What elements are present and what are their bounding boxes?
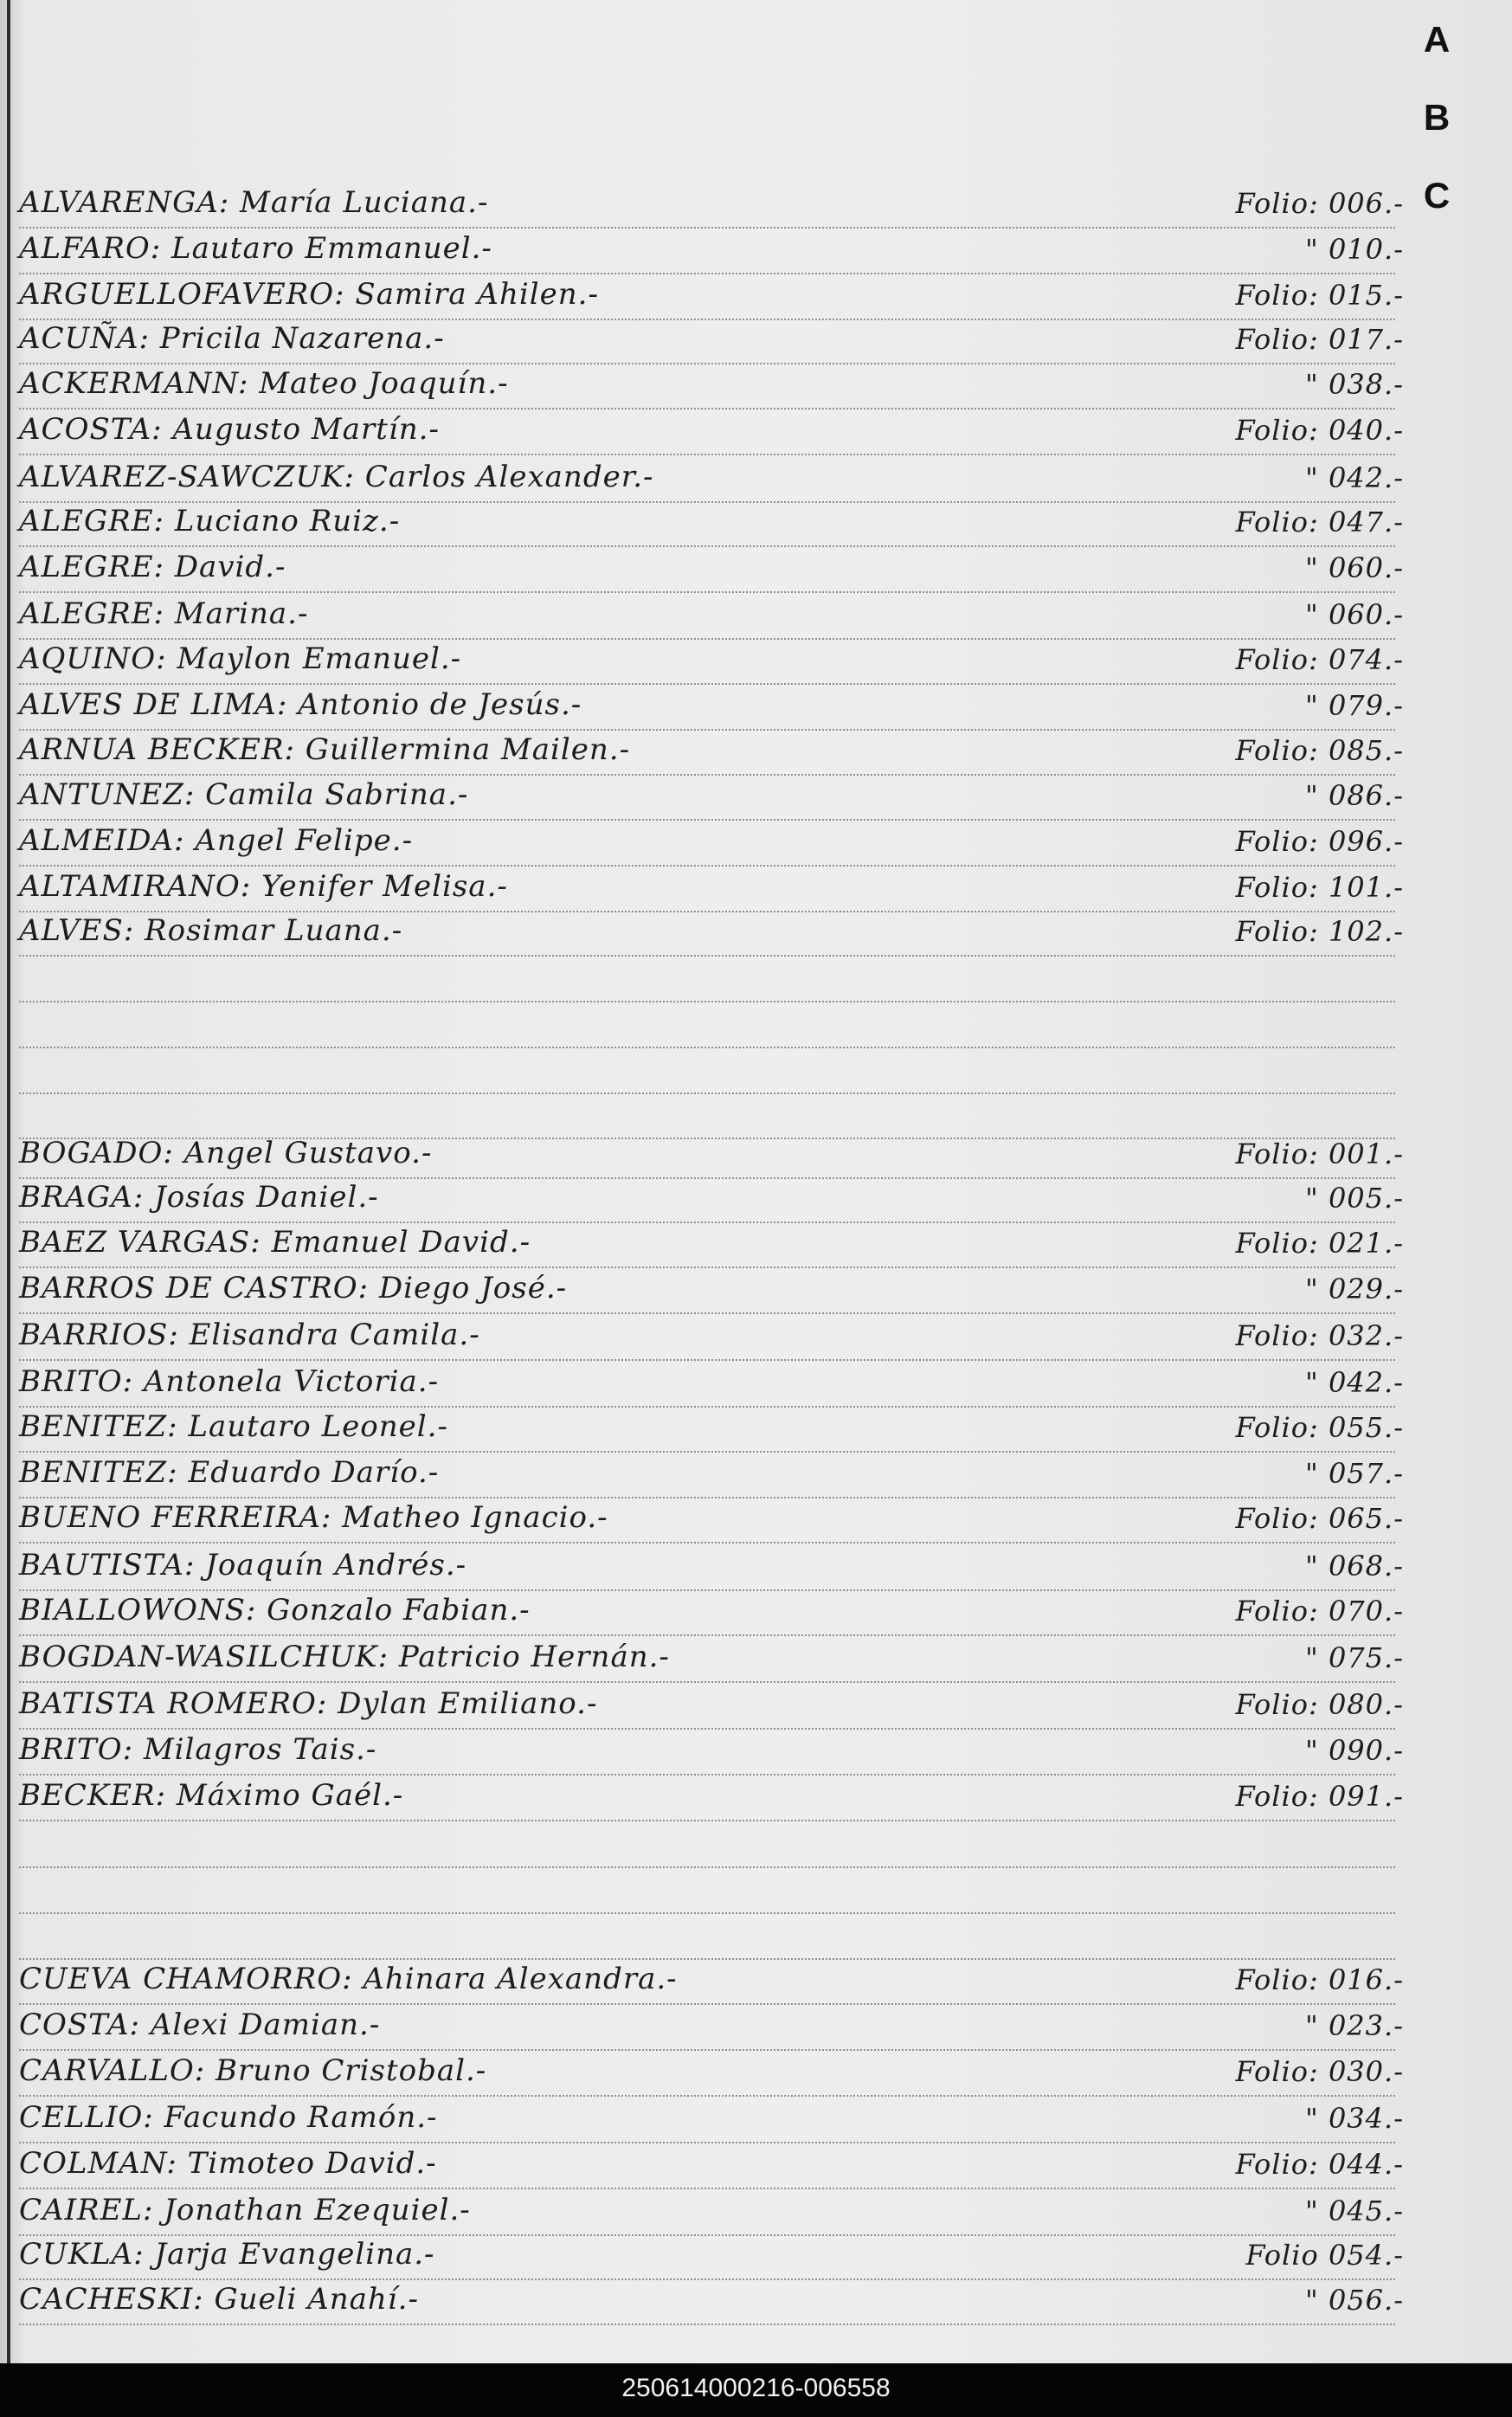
entry-folio: Folio: 032.-: [1235, 1319, 1404, 1352]
entry-name: BOGDAN-WASILCHUK: Patricio Hernán.-: [19, 1640, 670, 1674]
entry-folio: Folio: 006.-: [1235, 187, 1404, 220]
entry-folio: " 042.-: [1305, 1366, 1404, 1399]
entry-folio: Folio: 055.-: [1235, 1411, 1404, 1444]
list-item: [19, 1955, 1404, 2000]
list-item: [19, 1541, 1404, 1586]
entry-name: ARNUA BECKER: Guillermina Mailen.-: [19, 732, 631, 767]
entry-folio: Folio 054.-: [1245, 2239, 1404, 2272]
list-item: [19, 359, 1404, 404]
entry-folio: " 068.-: [1305, 1550, 1404, 1582]
ruled-line: [19, 1820, 1395, 1821]
entry-name: BAEZ VARGAS: Emanuel David.-: [19, 1225, 531, 1260]
entry-name: ALEGRE: Marina.-: [19, 596, 309, 631]
entry-folio: " 010.-: [1305, 233, 1404, 266]
entry-name: BIALLOWONS: Gonzalo Fabian.-: [19, 1593, 531, 1627]
entry-name: ACKERMANN: Mateo Joaquín.-: [19, 366, 509, 401]
entry-name: CUKLA: Jarja Evangelina.-: [19, 2237, 435, 2272]
entry-name: ALVARENGA: María Luciana.-: [19, 185, 489, 220]
list-item: [19, 1633, 1404, 1678]
entry-folio: " 045.-: [1305, 2195, 1404, 2227]
entry-name: CAIREL: Jonathan Ezequiel.-: [19, 2193, 471, 2227]
list-item: [19, 2186, 1404, 2231]
entry-name: ACOSTA: Augusto Martín.-: [19, 412, 440, 447]
letter-a: A: [1423, 19, 1451, 60]
entry-name: BOGADO: Angel Gustavo.-: [19, 1136, 433, 1170]
list-item: [19, 1586, 1404, 1631]
list-item: [19, 1173, 1404, 1218]
letter-c: C: [1423, 175, 1451, 216]
entry-name: CUEVA CHAMORRO: Ahinara Alexandra.-: [19, 1962, 678, 1996]
list-item: [19, 2230, 1404, 2275]
entry-folio: Folio: 001.-: [1235, 1138, 1404, 1170]
list-item: [19, 725, 1404, 770]
entry-name: BRITO: Antonela Victoria.-: [19, 1364, 440, 1399]
entry-folio: Folio: 040.-: [1235, 414, 1404, 447]
entry-folio: Folio: 016.-: [1235, 1963, 1404, 1996]
list-item: [19, 1218, 1404, 1263]
list-item: [19, 2139, 1404, 2184]
entry-folio: " 034.-: [1305, 2102, 1404, 2135]
entry-name: BARROS DE CASTRO: Diego José.-: [19, 1271, 568, 1305]
entry-name: BRAGA: Josías Daniel.-: [19, 1180, 379, 1215]
ruled-line: [19, 1912, 1395, 1914]
entry-folio: " 038.-: [1305, 368, 1404, 401]
list-item: [19, 635, 1404, 680]
entry-folio: Folio: 101.-: [1235, 871, 1404, 904]
entry-name: COLMAN: Timoteo David.-: [19, 2146, 437, 2181]
entry-folio: " 023.-: [1305, 2009, 1404, 2042]
list-item: [19, 314, 1404, 359]
entry-name: AQUINO: Maylon Emanuel.-: [19, 641, 462, 676]
entry-folio: Folio: 102.-: [1235, 915, 1404, 948]
entry-name: ALVES: Rosimar Luana.-: [19, 913, 403, 948]
ruled-line: [19, 1092, 1395, 1094]
entry-name: BECKER: Máximo Gaél.-: [19, 1778, 404, 1813]
list-item: [19, 178, 1404, 223]
entry-name: ALEGRE: David.-: [19, 550, 286, 584]
entry-folio: Folio: 065.-: [1235, 1502, 1404, 1535]
entry-name: ANTUNEZ: Camila Sabrina.-: [19, 777, 469, 812]
entry-folio: " 086.-: [1305, 779, 1404, 812]
list-item: [19, 453, 1404, 498]
entry-folio: Folio: 096.-: [1235, 825, 1404, 858]
entry-folio: " 079.-: [1305, 689, 1404, 722]
entry-name: BENITEZ: Eduardo Darío.-: [19, 1455, 440, 1490]
entry-folio: Folio: 074.-: [1235, 643, 1404, 676]
list-item: [19, 2093, 1404, 2138]
entry-folio: " 090.-: [1305, 1734, 1404, 1767]
entry-name: CARVALLO: Bruno Cristobal.-: [19, 2053, 487, 2088]
entry-name: BUENO FERREIRA: Matheo Ignacio.-: [19, 1500, 608, 1535]
entry-folio: Folio: 015.-: [1235, 279, 1404, 312]
list-item: [19, 1493, 1404, 1538]
entry-folio: " 042.-: [1305, 461, 1404, 494]
entry-name: CELLIO: Facundo Ramón.-: [19, 2100, 438, 2135]
list-item: [19, 497, 1404, 542]
entry-folio: Folio: 030.-: [1235, 2055, 1404, 2088]
entry-folio: Folio: 085.-: [1235, 734, 1404, 767]
list-item: [19, 1129, 1404, 1174]
list-item: [19, 1448, 1404, 1493]
entry-name: ALMEIDA: Angel Felipe.-: [19, 823, 414, 858]
entry-name: BARRIOS: Elisandra Camila.-: [19, 1318, 480, 1352]
entry-name: CACHESKI: Gueli Anahí.-: [19, 2282, 419, 2317]
entry-name: ARGUELLOFAVERO: Samira Ahilen.-: [19, 277, 599, 312]
entry-folio: Folio: 091.-: [1235, 1780, 1404, 1813]
list-item: [19, 1357, 1404, 1402]
entry-name: COSTA: Alexi Damian.-: [19, 2008, 381, 2042]
list-item: [19, 590, 1404, 635]
document-id: 250614000216-006558: [621, 2374, 891, 2402]
list-item: [19, 770, 1404, 815]
ruled-line: [19, 1866, 1395, 1868]
entry-name: ALVES DE LIMA: Antonio de Jesús.-: [19, 687, 582, 722]
list-item: [19, 224, 1404, 269]
entry-folio: Folio: 047.-: [1235, 506, 1404, 538]
list-item: [19, 2001, 1404, 2046]
entry-folio: " 060.-: [1305, 551, 1404, 584]
list-item: [19, 1311, 1404, 1356]
list-item: [19, 1402, 1404, 1447]
entry-folio: Folio: 044.-: [1235, 2148, 1404, 2181]
ruled-line: [19, 1001, 1395, 1002]
entry-name: BRITO: Milagros Tais.-: [19, 1732, 377, 1767]
entry-name: ACUÑA: Pricila Nazarena.-: [19, 321, 445, 356]
list-item: [19, 1725, 1404, 1770]
entry-name: BENITEZ: Lautaro Leonel.-: [19, 1409, 448, 1444]
entry-folio: " 005.-: [1305, 1182, 1404, 1215]
entry-name: ALEGRE: Luciano Ruiz.-: [19, 504, 401, 538]
entry-name: BATISTA ROMERO: Dylan Emiliano.-: [19, 1686, 598, 1721]
list-item: [19, 2275, 1404, 2320]
list-item: [19, 1679, 1404, 1724]
entry-folio: " 060.-: [1305, 598, 1404, 631]
entry-folio: Folio: 021.-: [1235, 1227, 1404, 1260]
entry-name: ALTAMIRANO: Yenifer Melisa.-: [19, 869, 508, 904]
list-item: [19, 270, 1404, 315]
entry-folio: Folio: 080.-: [1235, 1688, 1404, 1721]
list-item: [19, 1264, 1404, 1309]
entry-name: BAUTISTA: Joaquín Andrés.-: [19, 1548, 467, 1582]
list-item: [19, 2046, 1404, 2092]
entry-name: ALFARO: Lautaro Emmanuel.-: [19, 231, 492, 266]
entry-name: ALVAREZ-SAWCZUK: Carlos Alexander.-: [19, 460, 654, 494]
entry-folio: Folio: 017.-: [1235, 323, 1404, 356]
list-item: [19, 543, 1404, 588]
letter-b: B: [1423, 97, 1451, 138]
list-item: [19, 862, 1404, 907]
entry-folio: Folio: 070.-: [1235, 1595, 1404, 1627]
ruled-line: [19, 955, 1395, 957]
entry-folio: " 057.-: [1305, 1457, 1404, 1490]
list-item: [19, 816, 1404, 861]
list-item: [19, 906, 1404, 951]
list-item: [19, 680, 1404, 725]
entry-folio: " 056.-: [1305, 2284, 1404, 2317]
entry-folio: " 029.-: [1305, 1273, 1404, 1305]
list-item: [19, 1771, 1404, 1816]
ruled-line: [19, 2324, 1395, 2325]
entry-folio: " 075.-: [1305, 1641, 1404, 1674]
list-item: [19, 405, 1404, 450]
binding-edge: [7, 0, 10, 2363]
ruled-line: [19, 1047, 1395, 1048]
